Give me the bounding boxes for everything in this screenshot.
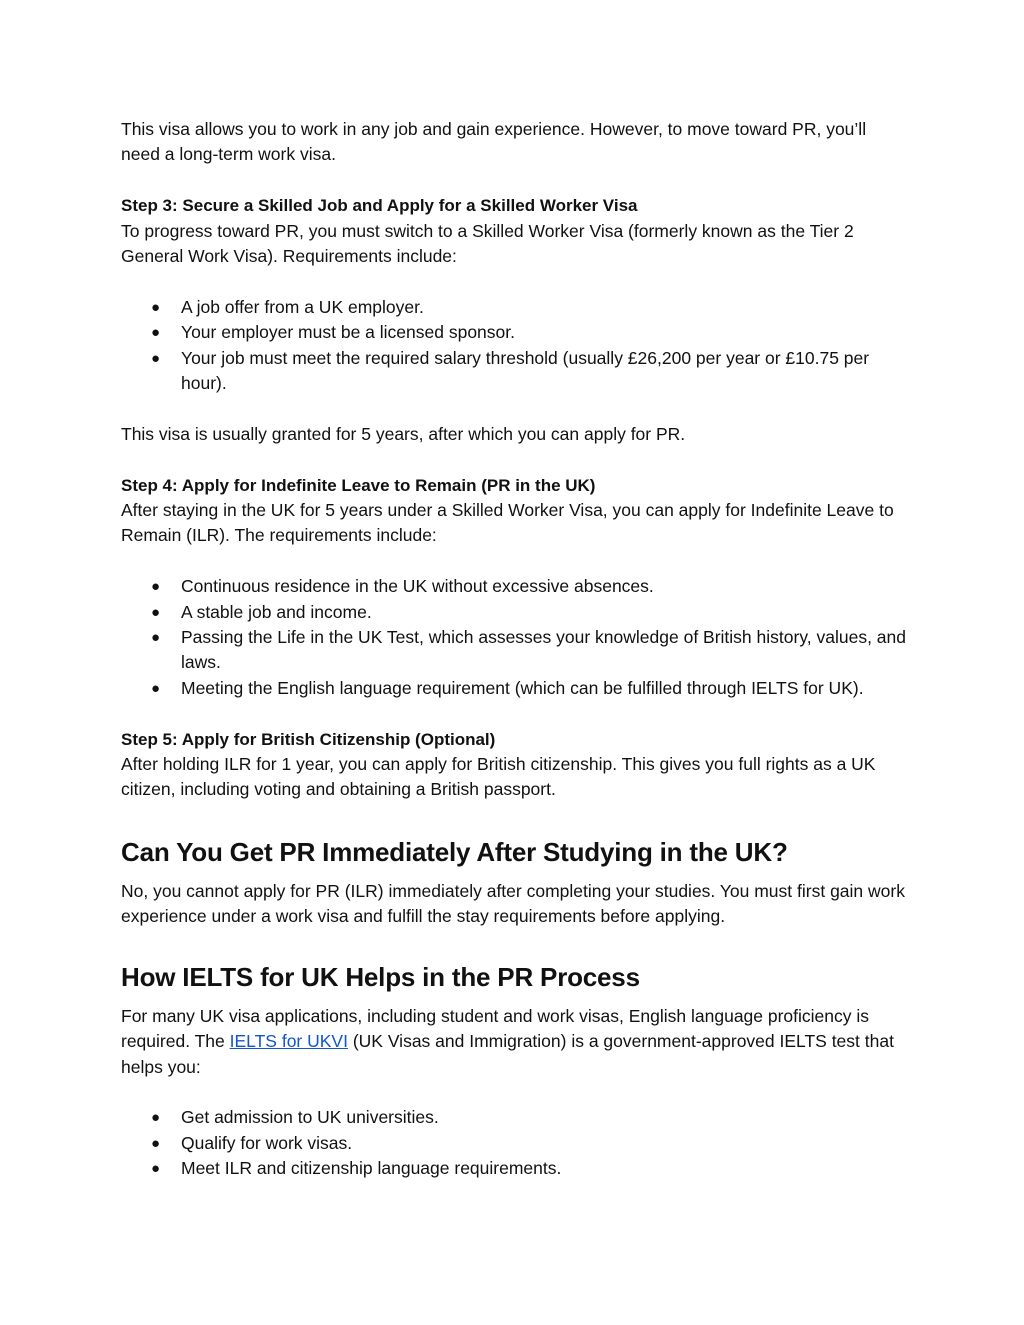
ielts-paragraph: For many UK visa applications, including student and work visas, English language proficiency is required. The IELTS for UKVI (UK Visas and Immigration) is a government-approved IELTS test that helps you: bbox=[121, 1005, 894, 1077]
pr-heading: Can You Get PR Immediately After Studying in the UK? bbox=[121, 836, 788, 867]
pr-paragraph: No, you cannot apply for PR (ILR) immediately after completing your studies. You must first gain work experience under a work visa and fulfill the stay requirements before applying. bbox=[121, 880, 905, 927]
list-item: ● Get admission to UK universities. bbox=[121, 1105, 907, 1130]
step3-title: Step 3: Secure a Skilled Job and Apply for a Skilled Worker Visa bbox=[121, 196, 638, 216]
list-item: ● A stable job and income. bbox=[121, 600, 907, 625]
step5-title: Step 5: Apply for British Citizenship (Optional) bbox=[121, 729, 496, 749]
bullet-icon: ● bbox=[151, 629, 161, 647]
bullet-icon: ● bbox=[151, 679, 161, 697]
list-item: ● Meeting the English language requirement (which can be fulfilled through IELTS for UK). bbox=[121, 676, 907, 701]
bullet-icon: ● bbox=[151, 1109, 161, 1127]
list-item: ● Passing the Life in the UK Test, which assesses your knowledge of British history, values, and laws. bbox=[151, 627, 907, 673]
document-page bbox=[121, 117, 907, 1182]
ielts-heading: How IELTS for UK Helps in the PR Process bbox=[121, 961, 640, 992]
bullet-icon: ● bbox=[151, 349, 161, 367]
list-item: ● Qualify for work visas. bbox=[121, 1131, 907, 1156]
intro-paragraph: This visa allows you to work in any job and gain experience. However, to move toward PR, you’ll need a long-term work visa. bbox=[121, 119, 867, 165]
bullet-icon: ● bbox=[151, 1160, 161, 1178]
bullet-icon: ● bbox=[151, 578, 161, 596]
ielts-ukvi-link[interactable]: IELTS for UKVI bbox=[229, 1031, 348, 1052]
list-item: ● Continuous residence in the UK without excessive absences. bbox=[121, 574, 907, 599]
list-item: ● Meet ILR and citizenship language requirements. bbox=[121, 1156, 907, 1181]
list-item: ● Your job must meet the required salary threshold (usually £26,200 per year or £10.75 per hour). bbox=[151, 347, 870, 394]
ielts-list bbox=[121, 1105, 907, 1181]
bullet-icon: ● bbox=[151, 324, 161, 342]
list-item: ● A job offer from a UK employer. bbox=[121, 295, 907, 320]
step4-list bbox=[121, 574, 907, 701]
step5-paragraph: After holding ILR for 1 year, you can apply for British citizenship. This gives you full rights as a UK citizen, including voting and obtaining a British passport. bbox=[121, 754, 876, 800]
step3-paragraph: To progress toward PR, you must switch to a Skilled Worker Visa (formerly known as the Tier 2 General Work Visa). Requirements include: bbox=[121, 220, 854, 267]
list-item: ● Your employer must be a licensed sponsor. bbox=[121, 320, 907, 345]
step3-list bbox=[121, 295, 907, 397]
bullet-icon: ● bbox=[151, 1134, 161, 1152]
bullet-icon: ● bbox=[151, 603, 161, 621]
step4-title: Step 4: Apply for Indefinite Leave to Remain (PR in the UK) bbox=[121, 475, 596, 495]
step3-after-paragraph: This visa is usually granted for 5 years, after which you can apply for PR. bbox=[121, 423, 686, 444]
step4-paragraph: After staying in the UK for 5 years under a Skilled Worker Visa, you can apply for Indefinite Leave to Remain (ILR). The requirements include: bbox=[121, 500, 894, 546]
bullet-icon: ● bbox=[151, 298, 161, 316]
